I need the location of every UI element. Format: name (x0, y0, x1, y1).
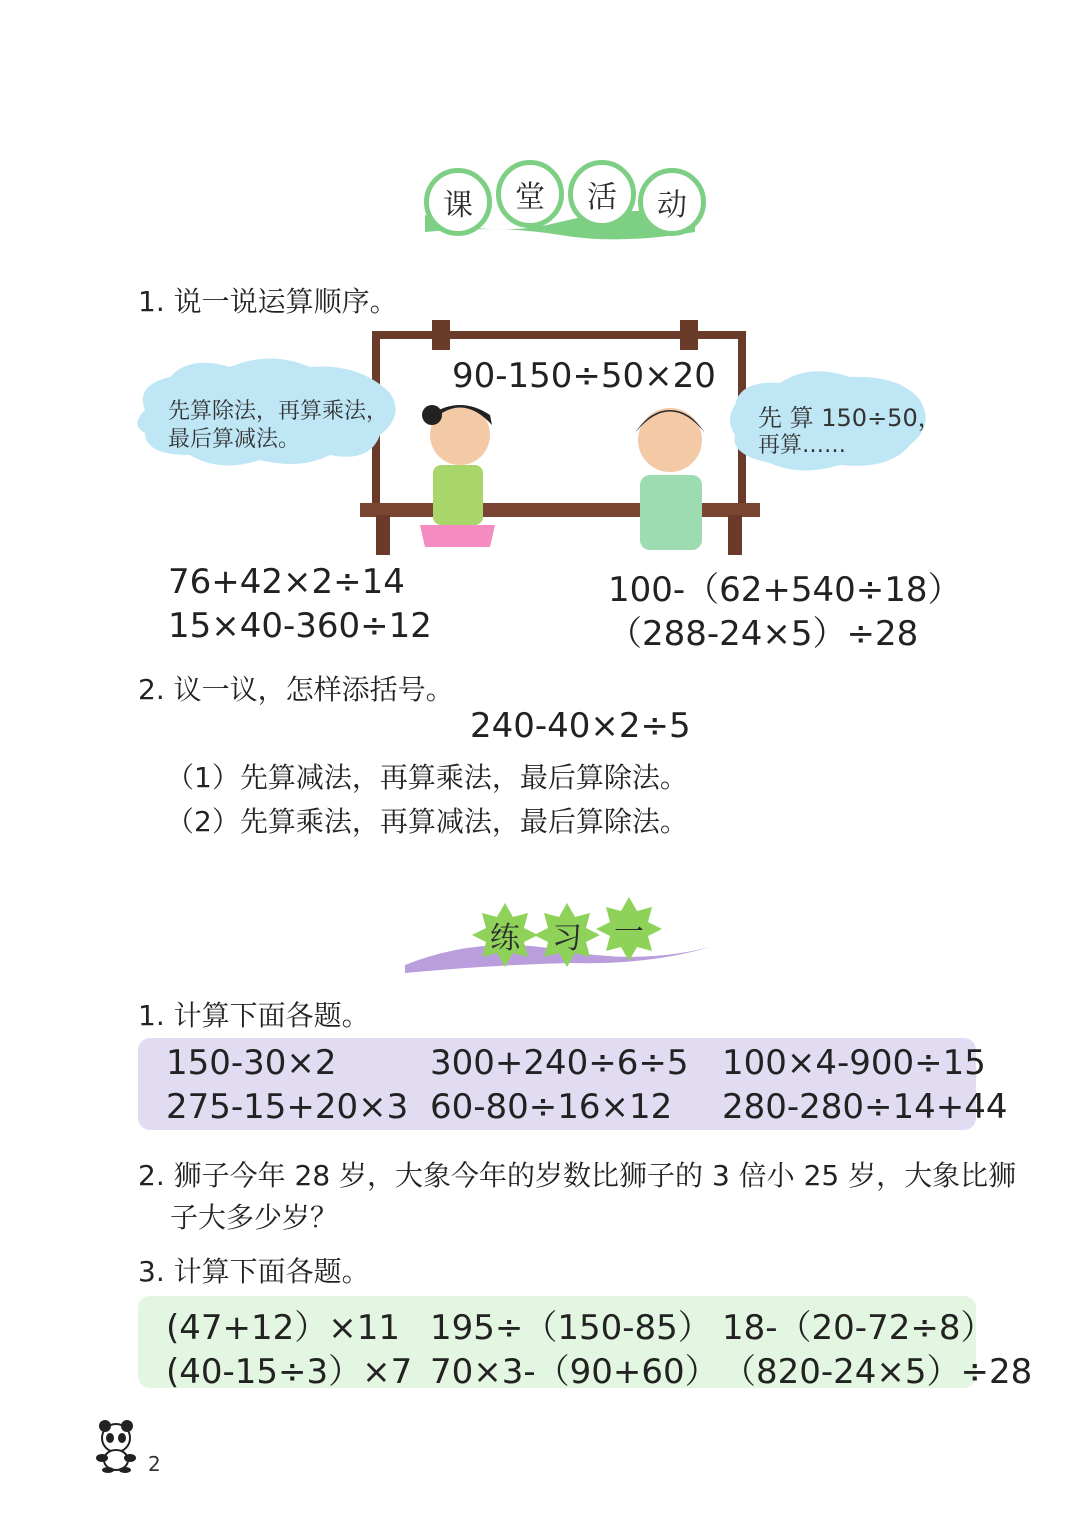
boy-figure (635, 408, 705, 550)
ex3-title: 3. 计算下面各题。 (138, 1255, 370, 1288)
badge-2: 堂 (496, 160, 564, 228)
section-title-class-activity (420, 160, 700, 240)
badge-3: 活 (568, 160, 636, 228)
badge-1: 课 (424, 168, 492, 236)
board-expression: 90-150÷50×20 (452, 356, 716, 396)
ex3-r2-c3: （820-24×5）÷28 (722, 1352, 1033, 1392)
q1-expr-2: 100-（62+540÷18） (608, 570, 962, 610)
ex3-r1-c1: (47+12）×11 (166, 1308, 401, 1348)
boy-bubble-line-1: 先 算 150÷50， (758, 404, 942, 432)
page-number: 2 (148, 1452, 161, 1476)
ex1-title: 1. 计算下面各题。 (138, 999, 370, 1032)
ex2-line-2: 子大多少岁？ (170, 1201, 339, 1234)
ex1-r2-c3: 280-280÷14+44 (722, 1087, 1008, 1127)
ex2-line-1: 2. 狮子今年 28 岁，大象今年的岁数比狮子的 3 倍小 25 岁，大象比狮 (138, 1159, 1017, 1192)
exercise-badge-2: 习 (552, 921, 582, 956)
panda-icon (92, 1418, 142, 1474)
ex1-r1-c2: 300+240÷6÷5 (430, 1043, 689, 1083)
ex1-r1-c3: 100×4-900÷15 (722, 1043, 986, 1083)
q2-item-2: （2）先算乘法，再算减法，最后算除法。 (166, 805, 688, 838)
ex1-r1-c1: 150-30×2 (166, 1043, 337, 1083)
boy-bubble-line-2: 再算…… (758, 433, 847, 458)
ex3-r1-c3: 18-（20-72÷8） (722, 1308, 995, 1348)
q2-expression: 240-40×2÷5 (470, 706, 691, 746)
girl-bubble-line-2: 最后算减法。 (168, 427, 301, 452)
girl-bubble-line-1: 先算除法，再算乘法， (168, 399, 389, 424)
q2-title: 2. 议一议，怎样添括号。 (138, 673, 454, 706)
ex3-r2-c1: (40-15÷3）×7 (166, 1352, 413, 1392)
ex1-r2-c1: 275-15+20×3 (166, 1087, 409, 1127)
ex3-r1-c2: 195÷（150-85） (430, 1308, 712, 1348)
q1-expr-4: （288-24×5）÷28 (608, 614, 919, 654)
ex1-r2-c2: 60-80÷16×12 (430, 1087, 673, 1127)
q1-expr-3: 15×40-360÷12 (168, 606, 432, 646)
badge-4: 动 (638, 168, 706, 236)
ex3-r2-c2: 70×3-（90+60） (430, 1352, 719, 1392)
exercise-badge-1: 练 (490, 921, 520, 956)
q2-item-1: （1）先算减法，再算乘法，最后算除法。 (166, 761, 688, 794)
q1-title: 1. 说一说运算顺序。 (138, 285, 398, 318)
q1-expr-1: 76+42×2÷14 (168, 562, 405, 602)
exercise-badge-3: 一 (614, 915, 644, 950)
